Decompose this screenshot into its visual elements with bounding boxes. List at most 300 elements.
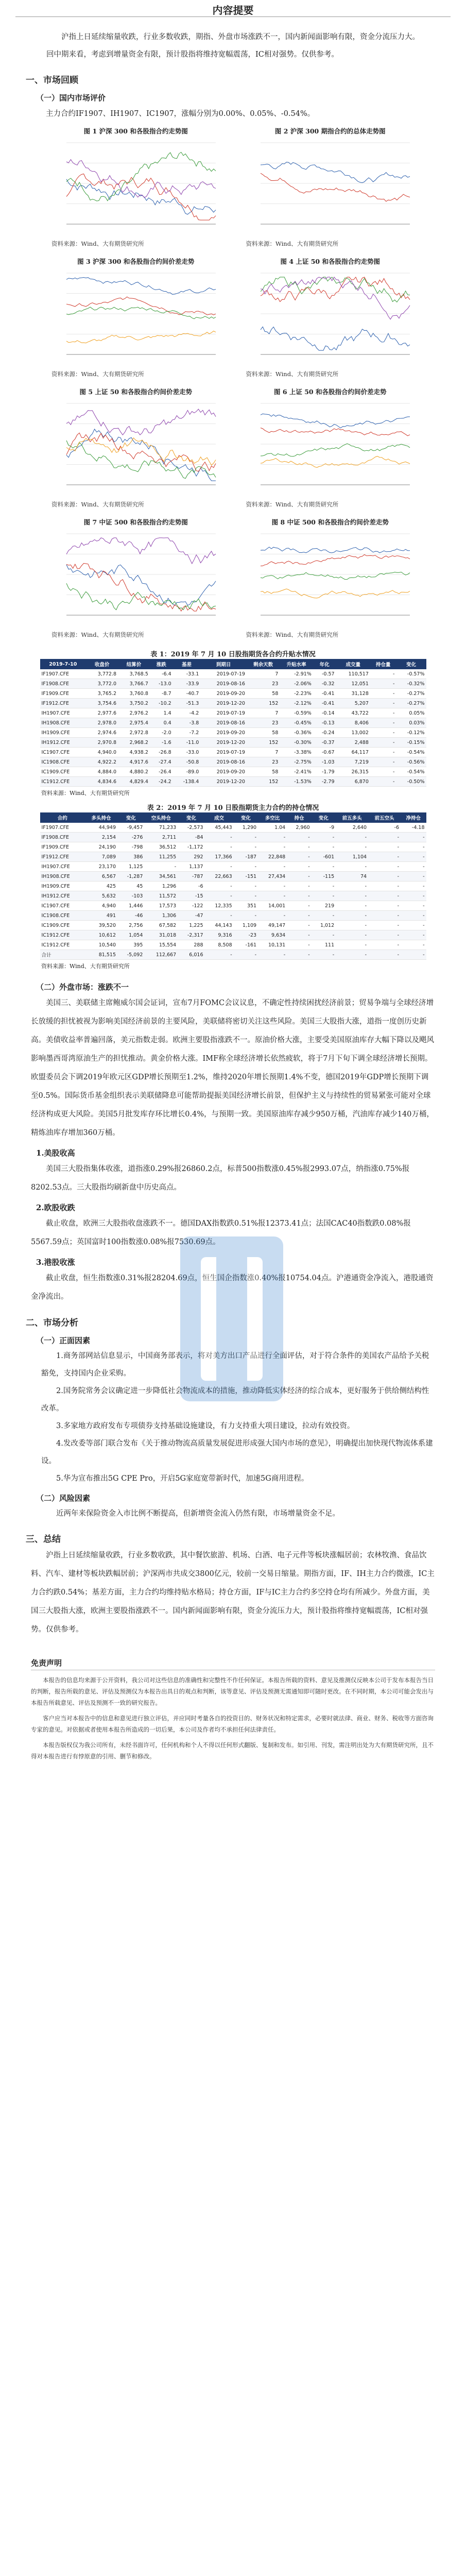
table-row (40, 901, 426, 911)
table-cell: 2,488 (336, 738, 370, 748)
table-cell: 43,722 (336, 708, 370, 718)
column-header: 净持仓 (401, 812, 426, 823)
subheading-positive: （一）正面因素 (36, 1336, 91, 1345)
table-cell: - (287, 842, 311, 852)
subheading-domestic: （一）国内市场评价 (36, 93, 106, 103)
table-row (40, 921, 426, 930)
table-cell: -0.41 (313, 699, 336, 708)
series-line (66, 433, 216, 471)
table-cell: -2.06% (280, 679, 313, 689)
table-cell: 2019-09-20 (200, 728, 247, 738)
table-cell: IC1907.CFE (40, 901, 85, 911)
table-cell: 7,219 (336, 757, 370, 767)
table-cell: -0.27% (396, 689, 426, 699)
table-cell: - (312, 930, 336, 940)
column-header: 基差 (173, 659, 201, 669)
figure-grid (0, 123, 466, 643)
series-line (261, 589, 410, 598)
table-cell: - (336, 901, 368, 911)
table-cell: - (401, 872, 426, 882)
table-cell: 64,117 (336, 748, 370, 757)
table-cell: - (258, 882, 287, 891)
figure-title: 图 2 沪深 300 期指合约的总体走势图 (274, 127, 386, 135)
series-line (66, 409, 216, 435)
line-chart (51, 397, 221, 500)
table-cell: -787 (178, 872, 204, 882)
table-cell: IH1909.CFE (40, 882, 85, 891)
column-header: 持仓 (287, 812, 311, 823)
subheading-eu-stocks: 2.欧股收跌 (36, 1203, 75, 1212)
series-line (66, 278, 216, 295)
subheading-us-stocks: 1.美股收高 (36, 1148, 75, 1158)
table-cell: - (287, 882, 311, 891)
table-row (40, 911, 426, 921)
table-cell: - (258, 842, 287, 852)
table-cell: 386 (117, 852, 144, 862)
table-cell: -9 (312, 823, 336, 833)
table-cell: 3,760.8 (118, 689, 150, 699)
table-cell: 1,290 (234, 823, 258, 833)
figure-source: 资料来源：Wind、大有期货研究所 (246, 501, 339, 508)
figure-7 (46, 517, 226, 643)
eu-stocks-text: 截止收盘，欧洲三大股指收盘涨跌不一。德国DAX指数跌0.51%报12373.41点；法国CAC40指数跌0.08%报5567.59点；英国富时100指数涨0.08%报7530.69点。 (31, 1219, 411, 1246)
subheading-hk-stocks: 3.港股收涨 (36, 1258, 75, 1267)
table-cell: IF1907.CFE (40, 823, 85, 833)
table-cell: -1.6 (150, 738, 173, 748)
disclaimer-title: 免责声明 (31, 1657, 435, 1670)
table-1-caption: 表 1：2019 年 7 月 10 日股指期货各合约升贴水情况 (150, 651, 316, 658)
table-cell: 152 (247, 699, 280, 708)
disclaimer-paragraph: 本报告的信息均来源于公开资料，我公司对这些信息的准确性和完整性不作任何保证。本报告所载的资料、意见及推测仅反映本公司于发布本报告当日的判断，报告所载的意见、评估及预测仅为本报告出具日的观点和判断，该等意见、评估及预测无需通知即可随时更改。在不同时期，本公司可能会发出与本报告所载意见、评估及预测不一致的研究报告。 (31, 1676, 434, 1706)
table-cell: 3,766.7 (118, 679, 150, 689)
column-header: 年化 (313, 659, 336, 669)
table-cell: -0.54% (396, 767, 426, 777)
table-cell: - (205, 891, 234, 901)
table-row (40, 940, 426, 950)
table-cell: - (370, 777, 396, 787)
table-cell: -9,457 (117, 823, 144, 833)
table-row (40, 718, 426, 728)
table-cell: -0.41 (313, 689, 336, 699)
table-cell: 44,143 (205, 921, 234, 930)
table-cell: 23 (247, 679, 280, 689)
table-cell: - (370, 718, 396, 728)
table-cell: -103 (117, 891, 144, 901)
table-cell: -50.8 (173, 757, 201, 767)
table-cell: 1,296 (144, 882, 178, 891)
table-cell: 152 (247, 738, 280, 748)
table-cell: 49,147 (258, 921, 287, 930)
table-cell: 395 (117, 940, 144, 950)
table-cell: - (287, 950, 311, 960)
domestic-text: 主力合约IF1907、IH1907、IC1907，涨幅分别为0.00%、0.05%、-0.54%。 (46, 110, 315, 118)
table-cell: 14,001 (258, 901, 287, 911)
position-table (40, 812, 426, 960)
table-cell: -13.0 (150, 679, 173, 689)
table-cell: 3,750.2 (118, 699, 150, 708)
series-line (66, 565, 216, 605)
table-cell: - (401, 940, 426, 950)
table-cell: -33.0 (173, 748, 201, 757)
table-row (40, 689, 426, 699)
table-row (40, 777, 426, 787)
column-header: 结算价 (118, 659, 150, 669)
series-line (261, 162, 410, 183)
page-title: 内容提要 (212, 4, 254, 16)
table-cell: 2,976.2 (118, 708, 150, 718)
table-cell: 1.04 (258, 823, 287, 833)
table-cell: 292 (178, 852, 204, 862)
table-cell: -0.57% (396, 669, 426, 679)
table-cell: -2,573 (178, 823, 204, 833)
table-cell: -0.56% (396, 757, 426, 767)
table-row (40, 930, 426, 940)
table-cell: 23 (247, 718, 280, 728)
subheading-risk: （二）风险因素 (36, 1494, 91, 1503)
table-cell: 2019-09-20 (200, 689, 247, 699)
table-cell: IH1907.CFE (40, 862, 85, 872)
list-item: 4.发改委等部门联合发布《关于推动物流高质量发展促进形成强大国内市场的意见》，明确提出加快现代物流体系建设。 (41, 1439, 433, 1465)
column-header: 多头持仓 (85, 812, 117, 823)
positive-list (0, 1347, 466, 1487)
series-line (261, 277, 410, 302)
risk-text: 近两年来保险资金入市比例不断提高，但新增资金流入仍然有限，市场增量资金不足。 (56, 1510, 340, 1518)
table-row (40, 757, 426, 767)
table-cell: -26.8 (150, 748, 173, 757)
table-cell: 71,233 (144, 823, 178, 833)
table-cell: -115 (312, 872, 336, 882)
table-cell: 8,406 (336, 718, 370, 728)
table-cell: - (336, 891, 368, 901)
figure-1 (46, 126, 226, 252)
table-cell: IC1907.CFE (40, 748, 87, 757)
table-cell: -276 (117, 833, 144, 842)
series-line (66, 583, 216, 609)
series-line (261, 414, 410, 428)
table-cell: -0.15% (396, 738, 426, 748)
table-cell: 15,554 (144, 940, 178, 950)
table-row (40, 708, 426, 718)
table-cell: -40.7 (173, 689, 201, 699)
table-cell: 12,335 (205, 901, 234, 911)
table-cell: -0.14 (313, 708, 336, 718)
table-cell: -7.2 (173, 728, 201, 738)
table-cell: 152 (247, 777, 280, 787)
table-row (40, 748, 426, 757)
table-cell: 34,561 (144, 872, 178, 882)
table-cell: 2019-08-16 (200, 679, 247, 689)
series-line (66, 152, 216, 201)
table-cell: - (368, 950, 401, 960)
table-cell: 31,018 (144, 930, 178, 940)
table-cell: -151 (234, 872, 258, 882)
disclaimer-paragraph: 本报告版权仅为我公司所有，未经书面许可，任何机构和个人不得以任何形式翻版、复制和发布。如引用、刊发，需注明出处为大有期货研究所，且不得对本报告进行有悖原意的引用、删节和修改。 (31, 1741, 434, 1760)
column-header: 成交量 (336, 659, 370, 669)
table-cell: - (370, 689, 396, 699)
table-cell: 7 (247, 669, 280, 679)
table-cell: -3.8 (173, 718, 201, 728)
table-cell: - (370, 708, 396, 718)
table-cell: -4.2 (173, 708, 201, 718)
figure-title: 图 3 沪深 300 和各股指合约间价差走势 (77, 258, 195, 265)
table-cell: - (336, 842, 368, 852)
table-cell: 2019-08-16 (200, 718, 247, 728)
table-cell: -0.12% (396, 728, 426, 738)
table-cell: - (287, 921, 311, 930)
table-cell: -138.4 (173, 777, 201, 787)
series-line (261, 547, 410, 553)
table-cell: IC1909.CFE (40, 767, 87, 777)
table-cell: 1.4 (150, 708, 173, 718)
table-cell: 1,104 (336, 852, 368, 862)
table-cell: IH1907.CFE (40, 708, 87, 718)
table-cell: -24.2 (150, 777, 173, 787)
column-header: 变化 (178, 812, 204, 823)
figure-title: 图 5 上证 50 和各股指合约间价差走势 (79, 388, 192, 396)
disclaimer (0, 1657, 466, 1762)
hk-stocks-text: 截止收盘，恒生指数涨0.31%报28204.69点，恒生国企指数涨0.40%报10754.04点。沪港通资金净流入，港股通资金净流出。 (31, 1274, 434, 1301)
table-cell: 2,711 (144, 833, 178, 842)
series-line (261, 277, 410, 302)
column-header: 变化 (396, 659, 426, 669)
table-2-caption: 表 2：2019 年 7 月 10 日股指期货主力合约的持仓情况 (147, 804, 319, 812)
series-line (66, 297, 216, 315)
table-cell: IF1907.CFE (40, 669, 87, 679)
table-cell: 17,366 (205, 852, 234, 862)
table-cell: -1.53% (280, 777, 313, 787)
table-cell: - (336, 862, 368, 872)
table-cell: - (205, 833, 234, 842)
figure-6 (241, 387, 420, 513)
table-cell: - (312, 833, 336, 842)
table-cell: - (287, 911, 311, 921)
table-cell: -2.75% (280, 757, 313, 767)
table-cell: 5,207 (336, 699, 370, 708)
table-cell: 2,640 (336, 823, 368, 833)
table-cell: 0.05% (396, 708, 426, 718)
table-cell: -84 (178, 833, 204, 842)
table-cell: 2019-09-20 (200, 767, 247, 777)
table-cell: 3,765.2 (86, 689, 118, 699)
series-line (261, 572, 410, 579)
table-cell: - (401, 833, 426, 842)
table-cell: -6.4 (150, 669, 173, 679)
table-cell: - (336, 911, 368, 921)
table-row (40, 950, 426, 960)
table-cell: - (205, 950, 234, 960)
table-cell: - (205, 842, 234, 852)
table-cell: 2019-07-19 (200, 708, 247, 718)
series-line (66, 538, 216, 564)
table-cell: 1,012 (312, 921, 336, 930)
table-cell: - (368, 842, 401, 852)
figure-8 (241, 517, 420, 643)
series-line (261, 428, 410, 436)
table-cell: 2,970.8 (86, 738, 118, 748)
table-cell: 9,634 (258, 930, 287, 940)
list-item: 3.多家地方政府发布专项债券支持基础设施建设，有力支持重大项目建设，拉动有效投资。 (56, 1422, 355, 1430)
series-line (261, 444, 410, 456)
column-header: 成交 (205, 812, 234, 823)
table-cell: 58 (247, 689, 280, 699)
table-cell: 111 (312, 940, 336, 950)
table-cell: -27.4 (150, 757, 173, 767)
table-cell: 22,663 (205, 872, 234, 882)
table-cell: 11,255 (144, 852, 178, 862)
table-cell: - (234, 833, 258, 842)
table-cell: -5,092 (117, 950, 144, 960)
table-cell: -0.45% (280, 718, 313, 728)
table-cell: - (368, 891, 401, 901)
table-cell: 13,002 (336, 728, 370, 738)
table-row (40, 891, 426, 901)
table-cell: - (370, 738, 396, 748)
table-cell: - (312, 882, 336, 891)
column-header: 收盘价 (86, 659, 118, 669)
table-row (40, 767, 426, 777)
table-cell: -0.59% (280, 708, 313, 718)
table-cell: IC1912.CFE (40, 930, 85, 940)
series-line (66, 563, 216, 611)
table-cell: - (368, 862, 401, 872)
table-cell: 2,975.4 (118, 718, 150, 728)
table-cell: -33.9 (173, 679, 201, 689)
table-cell: 351 (234, 901, 258, 911)
table-cell: - (312, 950, 336, 960)
table-cell: 合计 (40, 950, 85, 960)
table-cell: -2.41% (280, 767, 313, 777)
table-cell: 2019-12-20 (200, 699, 247, 708)
list-item: 5.华为宣布推出5G CPE Pro，开启5G家庭宽带新时代，加速5G商用进程。 (56, 1475, 309, 1483)
table-cell: 8,508 (205, 940, 234, 950)
table-cell: 27,434 (258, 872, 287, 882)
table-cell: 45 (117, 882, 144, 891)
table-cell: - (287, 872, 311, 882)
line-chart (245, 528, 415, 631)
series-line (261, 555, 410, 566)
table-cell: 36,512 (144, 842, 178, 852)
table-cell: -0.54% (396, 748, 426, 757)
table-cell: - (258, 891, 287, 901)
figure-title: 图 8 中证 500 和各股指合约间价差走势 (271, 518, 389, 526)
column-header: 剩余天数 (247, 659, 280, 669)
table-row (40, 882, 426, 891)
table-cell: -2.12% (280, 699, 313, 708)
table-cell: - (287, 930, 311, 940)
table-cell: 288 (178, 940, 204, 950)
column-header: 持仓量 (370, 659, 396, 669)
table-cell: - (234, 842, 258, 852)
line-chart (245, 137, 415, 240)
table-cell: 7 (247, 748, 280, 757)
column-header: 到期日 (200, 659, 247, 669)
table-cell: 17,573 (144, 901, 178, 911)
table-cell: -1,287 (117, 872, 144, 882)
table-cell: -2.23% (280, 689, 313, 699)
table-cell: -10.2 (150, 699, 173, 708)
table-cell: 31,128 (336, 689, 370, 699)
subheading-overseas: （二）外盘市场：涨跌不一 (36, 982, 129, 992)
table-cell: 58 (247, 767, 280, 777)
table-cell: 4,834.6 (86, 777, 118, 787)
table-cell: -33.1 (173, 669, 201, 679)
table-cell: 2019-07-19 (200, 669, 247, 679)
table-cell: 23,170 (85, 862, 117, 872)
series-line (66, 440, 216, 479)
table-cell: 2,154 (85, 833, 117, 842)
table-cell: 2,972.8 (118, 728, 150, 738)
table-cell: 74 (336, 872, 368, 882)
table-cell: - (234, 862, 258, 872)
series-line (261, 327, 410, 350)
table-cell: -8.7 (150, 689, 173, 699)
series-line (66, 307, 216, 319)
table-cell: 3,772.8 (86, 669, 118, 679)
table-cell: -89.0 (173, 767, 201, 777)
us-stocks-text: 美国三大股指集体收涨，道指涨0.29%报26860.2点，标普500指数涨0.45%报2993.07点，纳指涨0.75%报8202.53点。三大股指均刷新盘中历史高点。 (31, 1165, 410, 1192)
table-cell: - (144, 862, 178, 872)
table-cell: 4,922.2 (86, 757, 118, 767)
table-cell: IF1912.CFE (40, 852, 85, 862)
table-cell: - (401, 950, 426, 960)
table-cell: - (370, 699, 396, 708)
table-cell: - (368, 921, 401, 930)
figure-4 (241, 257, 420, 383)
table-cell: 1,109 (234, 921, 258, 930)
table-row (40, 823, 426, 833)
table-cell: - (401, 862, 426, 872)
table-cell: - (336, 833, 368, 842)
table-cell: 9,316 (205, 930, 234, 940)
table-cell: -0.32 (313, 679, 336, 689)
table-cell: -798 (117, 842, 144, 852)
table-cell: 4,938.2 (118, 748, 150, 757)
table-cell: - (312, 911, 336, 921)
table-cell: 12,051 (336, 679, 370, 689)
table-cell: - (287, 940, 311, 950)
table-cell: -601 (312, 852, 336, 862)
figure-3 (46, 257, 226, 383)
figure-title: 图 1 沪深 300 和各股指合约走势图 (83, 127, 188, 135)
column-header: 空头持仓 (144, 812, 178, 823)
table-cell: - (336, 950, 368, 960)
column-header: 变化 (312, 812, 336, 823)
table-cell: - (336, 940, 368, 950)
table-cell: - (312, 891, 336, 901)
table-cell: -11.0 (173, 738, 201, 748)
table-cell: - (370, 669, 396, 679)
table-cell: 10,131 (258, 940, 287, 950)
table-cell: - (234, 911, 258, 921)
table-cell: -161 (234, 940, 258, 950)
column-header: 多空比 (258, 812, 287, 823)
table-cell: -2.0 (150, 728, 173, 738)
series-line (66, 429, 216, 481)
table-row (40, 738, 426, 748)
figure-2 (241, 126, 420, 252)
table-1-source: 资料来源：Wind、大有期货研究所 (41, 790, 130, 796)
table-cell: - (368, 852, 401, 862)
table-cell: - (205, 862, 234, 872)
table-cell: - (287, 833, 311, 842)
table-cell: - (312, 862, 336, 872)
table-cell: 4,917.6 (118, 757, 150, 767)
summary-conclusion-text: 沪指上日延续缩量收跌，行业多数收跌，其中餐饮旅游、机场、白酒、电子元件等板块涨幅居前；农林牧渔、食品饮料、汽车、建材等板块跌幅居前；沪深两市共成交3800亿元，较前一交易日缩量。期指方面，IF、IH主力合约微涨，IC主力合约跌0.54%；基差方面，主力合约均维持贴水格局；持仓方面，IF与IC主力合约多空持仓均有所减少。外盘方面，美国三大股指大涨，欧洲主要股指涨跌不一。国内新闻面影响有限，资金分流压力大，预计股指将维持宽幅震荡，IC相对强势。仅供参考。 (31, 1551, 435, 1634)
disclaimer-paragraph: 客户应当对本报告中的信息和意见进行独立评估，并应同时考量各自的投资目的、财务状况和特定需求，必要时就法律、商业、财务、税收等方面咨询专家的意见。对依据或者使用本报告所造成的一切后果，本公司及作者均不承担任何法律责任。 (31, 1715, 434, 1733)
table-cell: - (205, 911, 234, 921)
table-cell: - (205, 882, 234, 891)
table-cell: -1.03 (313, 757, 336, 767)
